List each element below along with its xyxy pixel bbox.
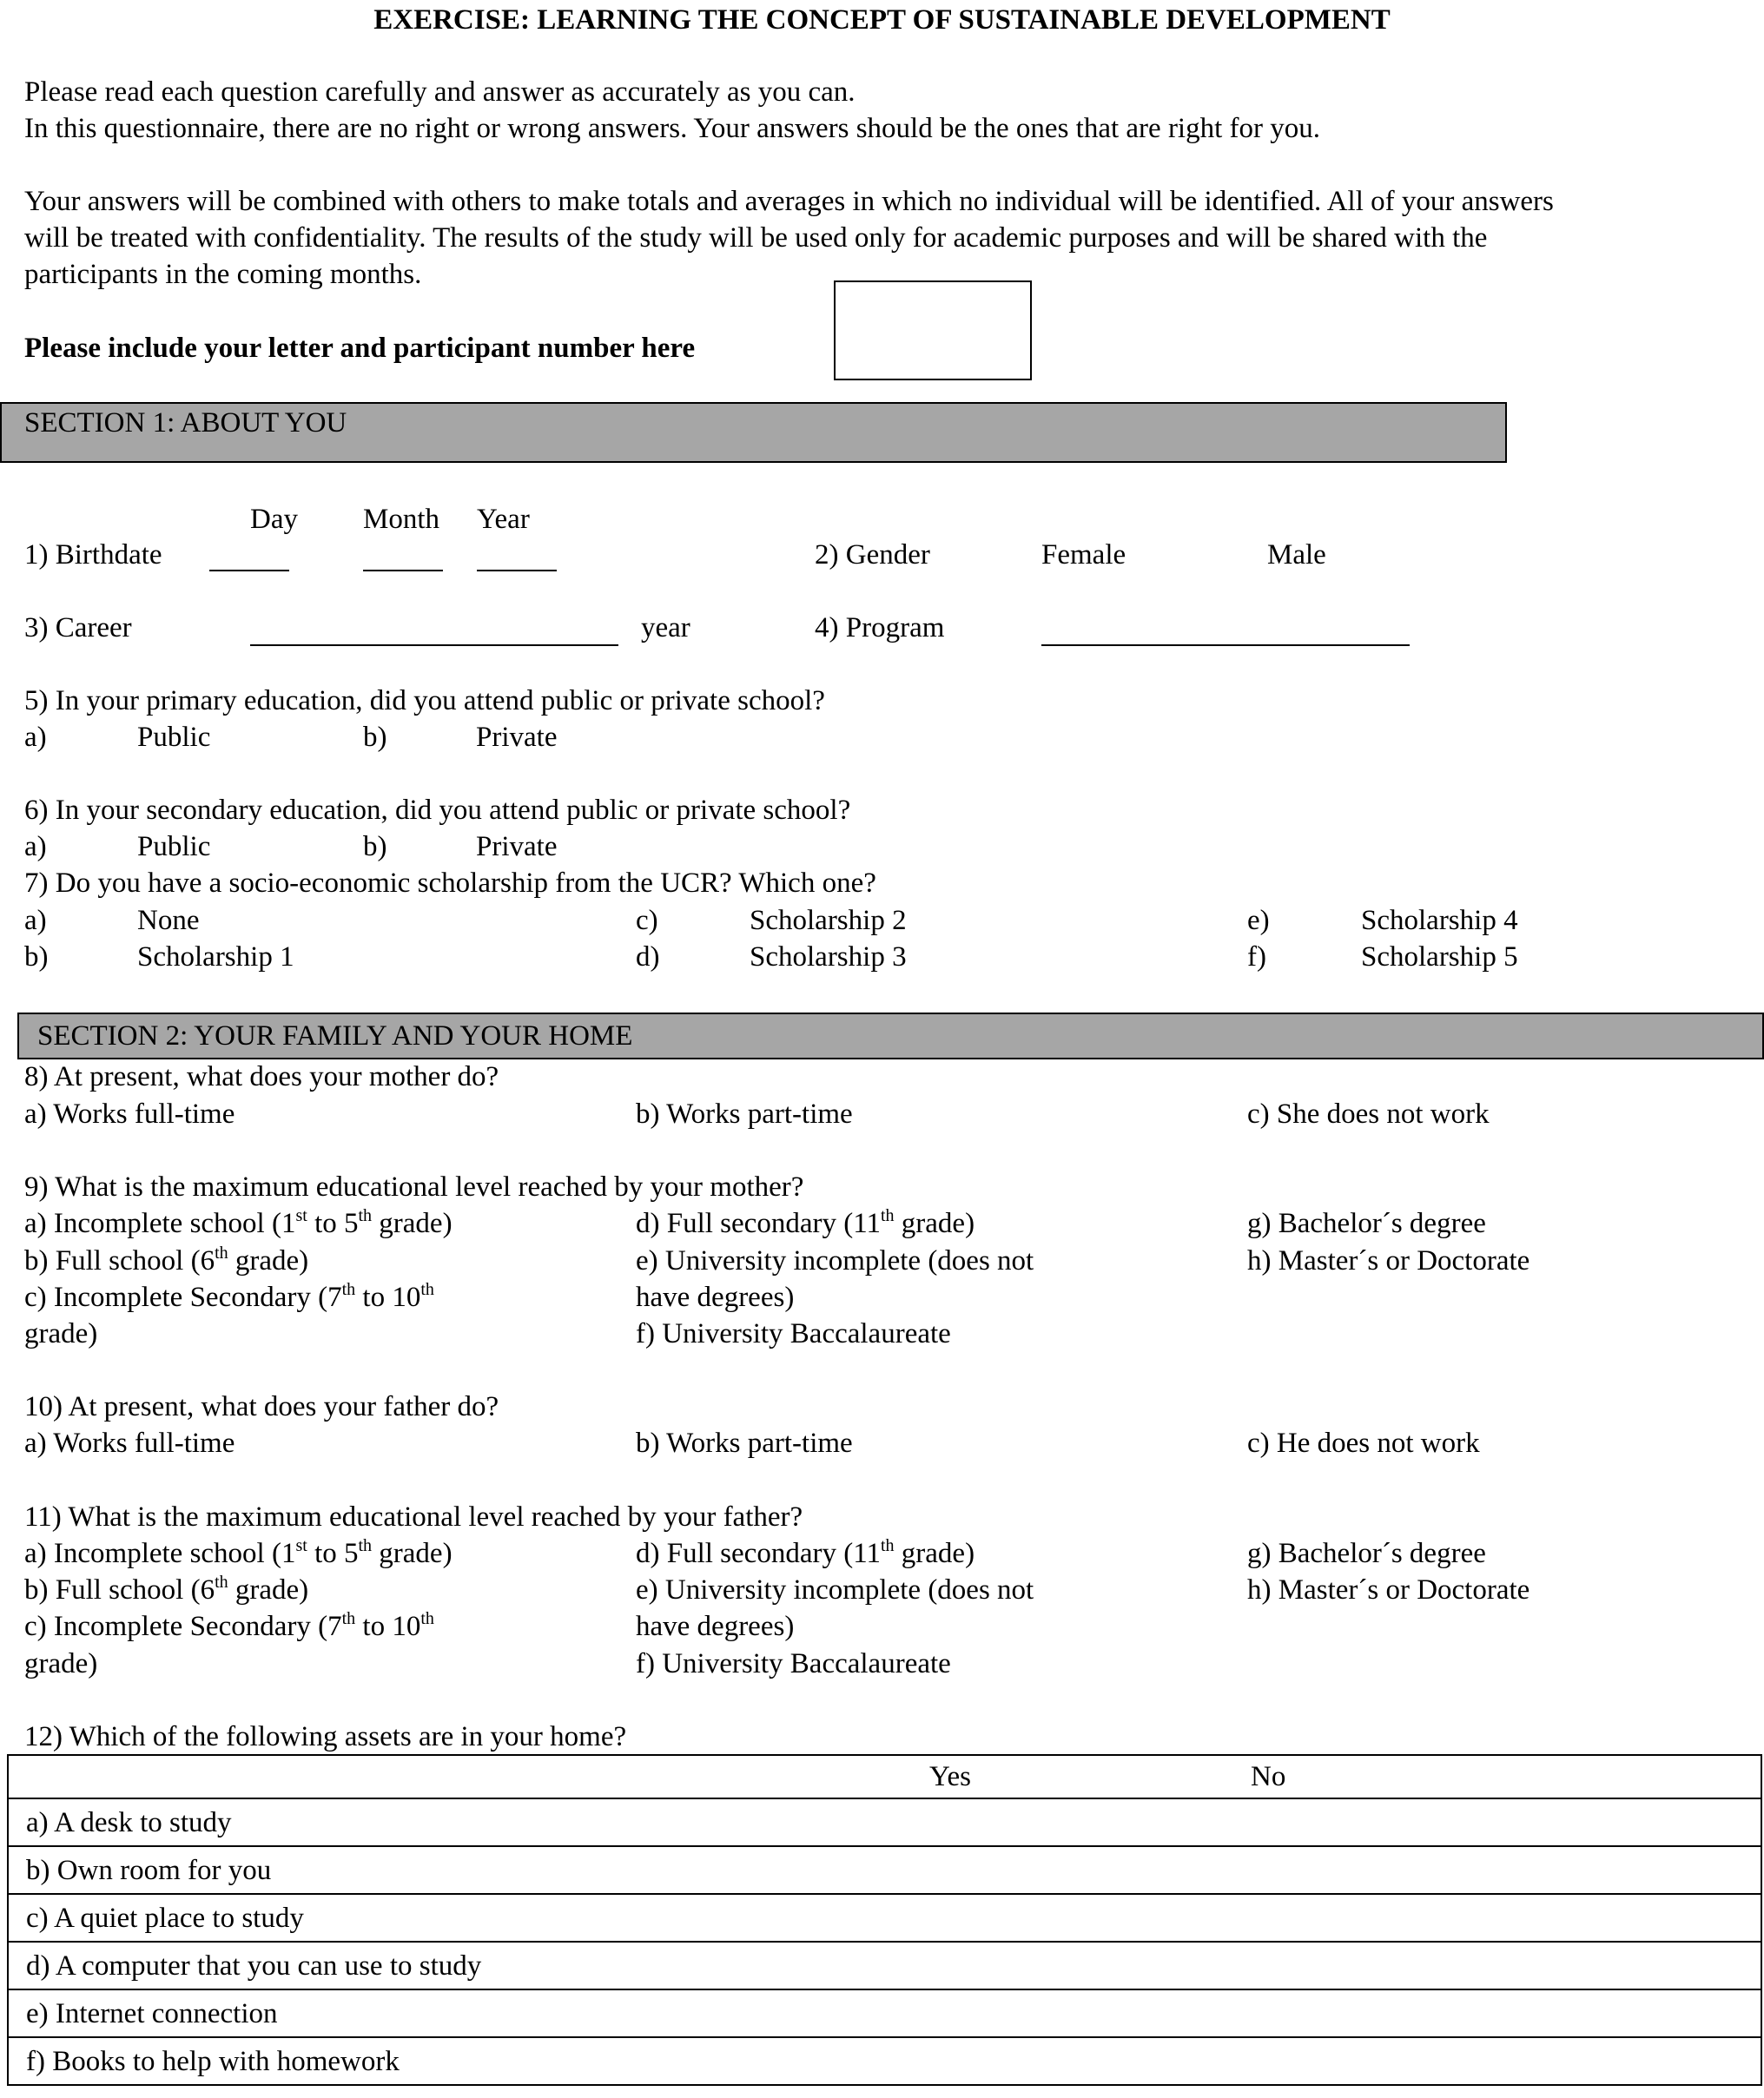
career-field[interactable]	[250, 618, 618, 646]
table-row	[8, 1798, 1761, 1846]
q11-father-education: 11) What is the maximum educational level reached by your father?	[24, 1501, 803, 1533]
program-field[interactable]	[1041, 618, 1410, 646]
q11-option-b[interactable]: b) Full school (6th grade)	[24, 1573, 309, 1606]
q8-option-part-time[interactable]: b) Works part-time	[636, 1098, 853, 1130]
asset-quiet-place-no[interactable]	[1251, 1894, 1761, 1942]
participant-number-field[interactable]	[834, 280, 1032, 380]
asset-computer-no[interactable]	[1251, 1942, 1761, 1989]
q5-primary-school: 5) In your primary education, did you attend public or private school?	[24, 685, 825, 716]
asset-desk-no[interactable]	[1251, 1798, 1761, 1846]
q11-option-f[interactable]: f) University Baccalaureate	[636, 1648, 951, 1679]
document-title: EXERCISE: LEARNING THE CONCEPT OF SUSTAINABLE DEVELOPMENT	[373, 4, 1391, 36]
q9-option-c-continued: grade)	[24, 1318, 98, 1349]
gender-option-male[interactable]: Male	[1267, 539, 1326, 571]
program-question: 4) Program	[815, 612, 945, 643]
q9-option-a[interactable]: a) Incomplete school (1st to 5th grade)	[24, 1206, 453, 1239]
q7-option-scholarship-4[interactable]: Scholarship 4	[1361, 905, 1518, 936]
q7-option-none[interactable]: None	[137, 905, 200, 936]
q7-scholarship: 7) Do you have a socio-economic scholarship from the UCR? Which one?	[24, 868, 876, 899]
q11-option-e-continued: have degrees)	[636, 1611, 795, 1642]
q11-option-e[interactable]: e) University incomplete (does not	[636, 1574, 1034, 1606]
q5-option-private[interactable]: Private	[476, 722, 558, 753]
birthdate-month-field[interactable]	[363, 544, 443, 571]
asset-books-yes[interactable]	[929, 2037, 1251, 2085]
asset-internet: e) Internet connection	[8, 1989, 929, 2037]
q6-option-b-letter[interactable]: b)	[363, 831, 387, 862]
confidentiality-line-2: will be treated with confidentiality. The results of the study will be used only for academic purposes and will be shared with the	[24, 222, 1488, 254]
q9-mother-education: 9) What is the maximum educational level reached by your mother?	[24, 1171, 804, 1203]
table-row	[8, 1894, 1761, 1942]
q7-option-c-letter[interactable]: c)	[636, 905, 658, 936]
assets-table	[7, 1754, 1762, 2086]
table-row	[8, 2037, 1761, 2085]
q10-option-part-time[interactable]: b) Works part-time	[636, 1428, 853, 1459]
q11-option-c[interactable]: c) Incomplete Secondary (7th to 10th	[24, 1609, 434, 1642]
table-row	[8, 1846, 1761, 1894]
table-header-yes: Yes	[929, 1755, 1251, 1798]
asset-own-room: b) Own room for you	[8, 1846, 929, 1894]
gender-option-female[interactable]: Female	[1041, 539, 1126, 571]
asset-books-no[interactable]	[1251, 2037, 1761, 2085]
intro-line-1: Please read each question carefully and answer as accurately as you can.	[24, 76, 856, 108]
q9-option-d[interactable]: d) Full secondary (11th grade)	[636, 1206, 975, 1239]
asset-computer: d) A computer that you can use to study	[8, 1942, 929, 1989]
birthdate-day-label: Day	[250, 504, 298, 535]
career-year-label: year	[641, 612, 690, 643]
asset-internet-yes[interactable]	[929, 1989, 1251, 2037]
q6-secondary-school: 6) In your secondary education, did you attend public or private school?	[24, 795, 851, 826]
q9-option-e[interactable]: e) University incomplete (does not	[636, 1245, 1034, 1277]
q7-option-scholarship-1[interactable]: Scholarship 1	[137, 941, 294, 973]
q11-option-h[interactable]: h) Master´s or Doctorate	[1247, 1574, 1530, 1606]
q8-option-full-time[interactable]: a) Works full-time	[24, 1098, 235, 1130]
q5-option-b-letter[interactable]: b)	[363, 722, 387, 753]
confidentiality-line-3: participants in the coming months.	[24, 259, 422, 290]
q10-option-not-working[interactable]: c) He does not work	[1247, 1428, 1480, 1459]
q6-option-public[interactable]: Public	[137, 831, 211, 862]
birthdate-month-label: Month	[363, 504, 440, 535]
q7-option-d-letter[interactable]: d)	[636, 941, 660, 973]
table-header-row	[8, 1755, 1761, 1798]
q7-option-scholarship-3[interactable]: Scholarship 3	[750, 941, 907, 973]
birthdate-question: 1) Birthdate	[24, 539, 162, 571]
table-row	[8, 1942, 1761, 1989]
section-1-title: SECTION 1: ABOUT YOU	[24, 407, 347, 439]
q7-option-scholarship-2[interactable]: Scholarship 2	[750, 905, 907, 936]
q7-option-e-letter[interactable]: e)	[1247, 905, 1270, 936]
table-header-no: No	[1251, 1755, 1761, 1798]
q9-option-c[interactable]: c) Incomplete Secondary (7th to 10th	[24, 1280, 434, 1313]
confidentiality-line-1: Your answers will be combined with others to make totals and averages in which no individual will be identified. All of your answers	[24, 186, 1554, 217]
table-header-item	[8, 1755, 929, 1798]
q10-option-full-time[interactable]: a) Works full-time	[24, 1428, 235, 1459]
q11-option-c-continued: grade)	[24, 1648, 98, 1679]
q6-option-private[interactable]: Private	[476, 831, 558, 862]
q7-option-b-letter[interactable]: b)	[24, 941, 49, 973]
q6-option-a-letter[interactable]: a)	[24, 831, 47, 862]
asset-own-room-yes[interactable]	[929, 1846, 1251, 1894]
intro-line-2: In this questionnaire, there are no right or wrong answers. Your answers should be the ones that are right for you.	[24, 113, 1320, 144]
q9-option-f[interactable]: f) University Baccalaureate	[636, 1318, 951, 1349]
gender-question: 2) Gender	[815, 539, 930, 571]
q5-option-public[interactable]: Public	[137, 722, 211, 753]
q8-option-not-working[interactable]: c) She does not work	[1247, 1098, 1490, 1130]
birthdate-year-label: Year	[477, 504, 530, 535]
q9-option-h[interactable]: h) Master´s or Doctorate	[1247, 1245, 1530, 1277]
table-row	[8, 1989, 1761, 2037]
asset-quiet-place-yes[interactable]	[929, 1894, 1251, 1942]
q10-father-occupation: 10) At present, what does your father do?	[24, 1391, 499, 1422]
asset-quiet-place: c) A quiet place to study	[8, 1894, 929, 1942]
section-1-header	[0, 402, 1507, 463]
q11-option-a[interactable]: a) Incomplete school (1st to 5th grade)	[24, 1536, 453, 1569]
q7-option-a-letter[interactable]: a)	[24, 905, 47, 936]
q11-option-g[interactable]: g) Bachelor´s degree	[1247, 1538, 1486, 1569]
q9-option-e-continued: have degrees)	[636, 1282, 795, 1313]
participant-number-prompt: Please include your letter and participant number here	[24, 333, 696, 364]
asset-books: f) Books to help with homework	[8, 2037, 929, 2085]
q5-option-a-letter[interactable]: a)	[24, 722, 47, 753]
q7-option-scholarship-5[interactable]: Scholarship 5	[1361, 941, 1518, 973]
birthdate-year-field[interactable]	[477, 544, 557, 571]
q11-option-d[interactable]: d) Full secondary (11th grade)	[636, 1536, 975, 1569]
q8-mother-occupation: 8) At present, what does your mother do?	[24, 1061, 499, 1092]
asset-internet-no[interactable]	[1251, 1989, 1761, 2037]
birthdate-day-field[interactable]	[209, 544, 289, 571]
q12-home-assets: 12) Which of the following assets are in your home?	[24, 1721, 627, 1752]
q9-option-g[interactable]: g) Bachelor´s degree	[1247, 1208, 1486, 1239]
asset-desk: a) A desk to study	[8, 1798, 929, 1846]
section-2-title: SECTION 2: YOUR FAMILY AND YOUR HOME	[37, 1020, 633, 1052]
asset-own-room-no[interactable]	[1251, 1846, 1761, 1894]
q7-option-f-letter[interactable]: f)	[1247, 941, 1266, 973]
asset-desk-yes[interactable]	[929, 1798, 1251, 1846]
section-2-header	[17, 1013, 1764, 1059]
career-question: 3) Career	[24, 612, 132, 643]
asset-computer-yes[interactable]	[929, 1942, 1251, 1989]
q9-option-b[interactable]: b) Full school (6th grade)	[24, 1244, 309, 1277]
